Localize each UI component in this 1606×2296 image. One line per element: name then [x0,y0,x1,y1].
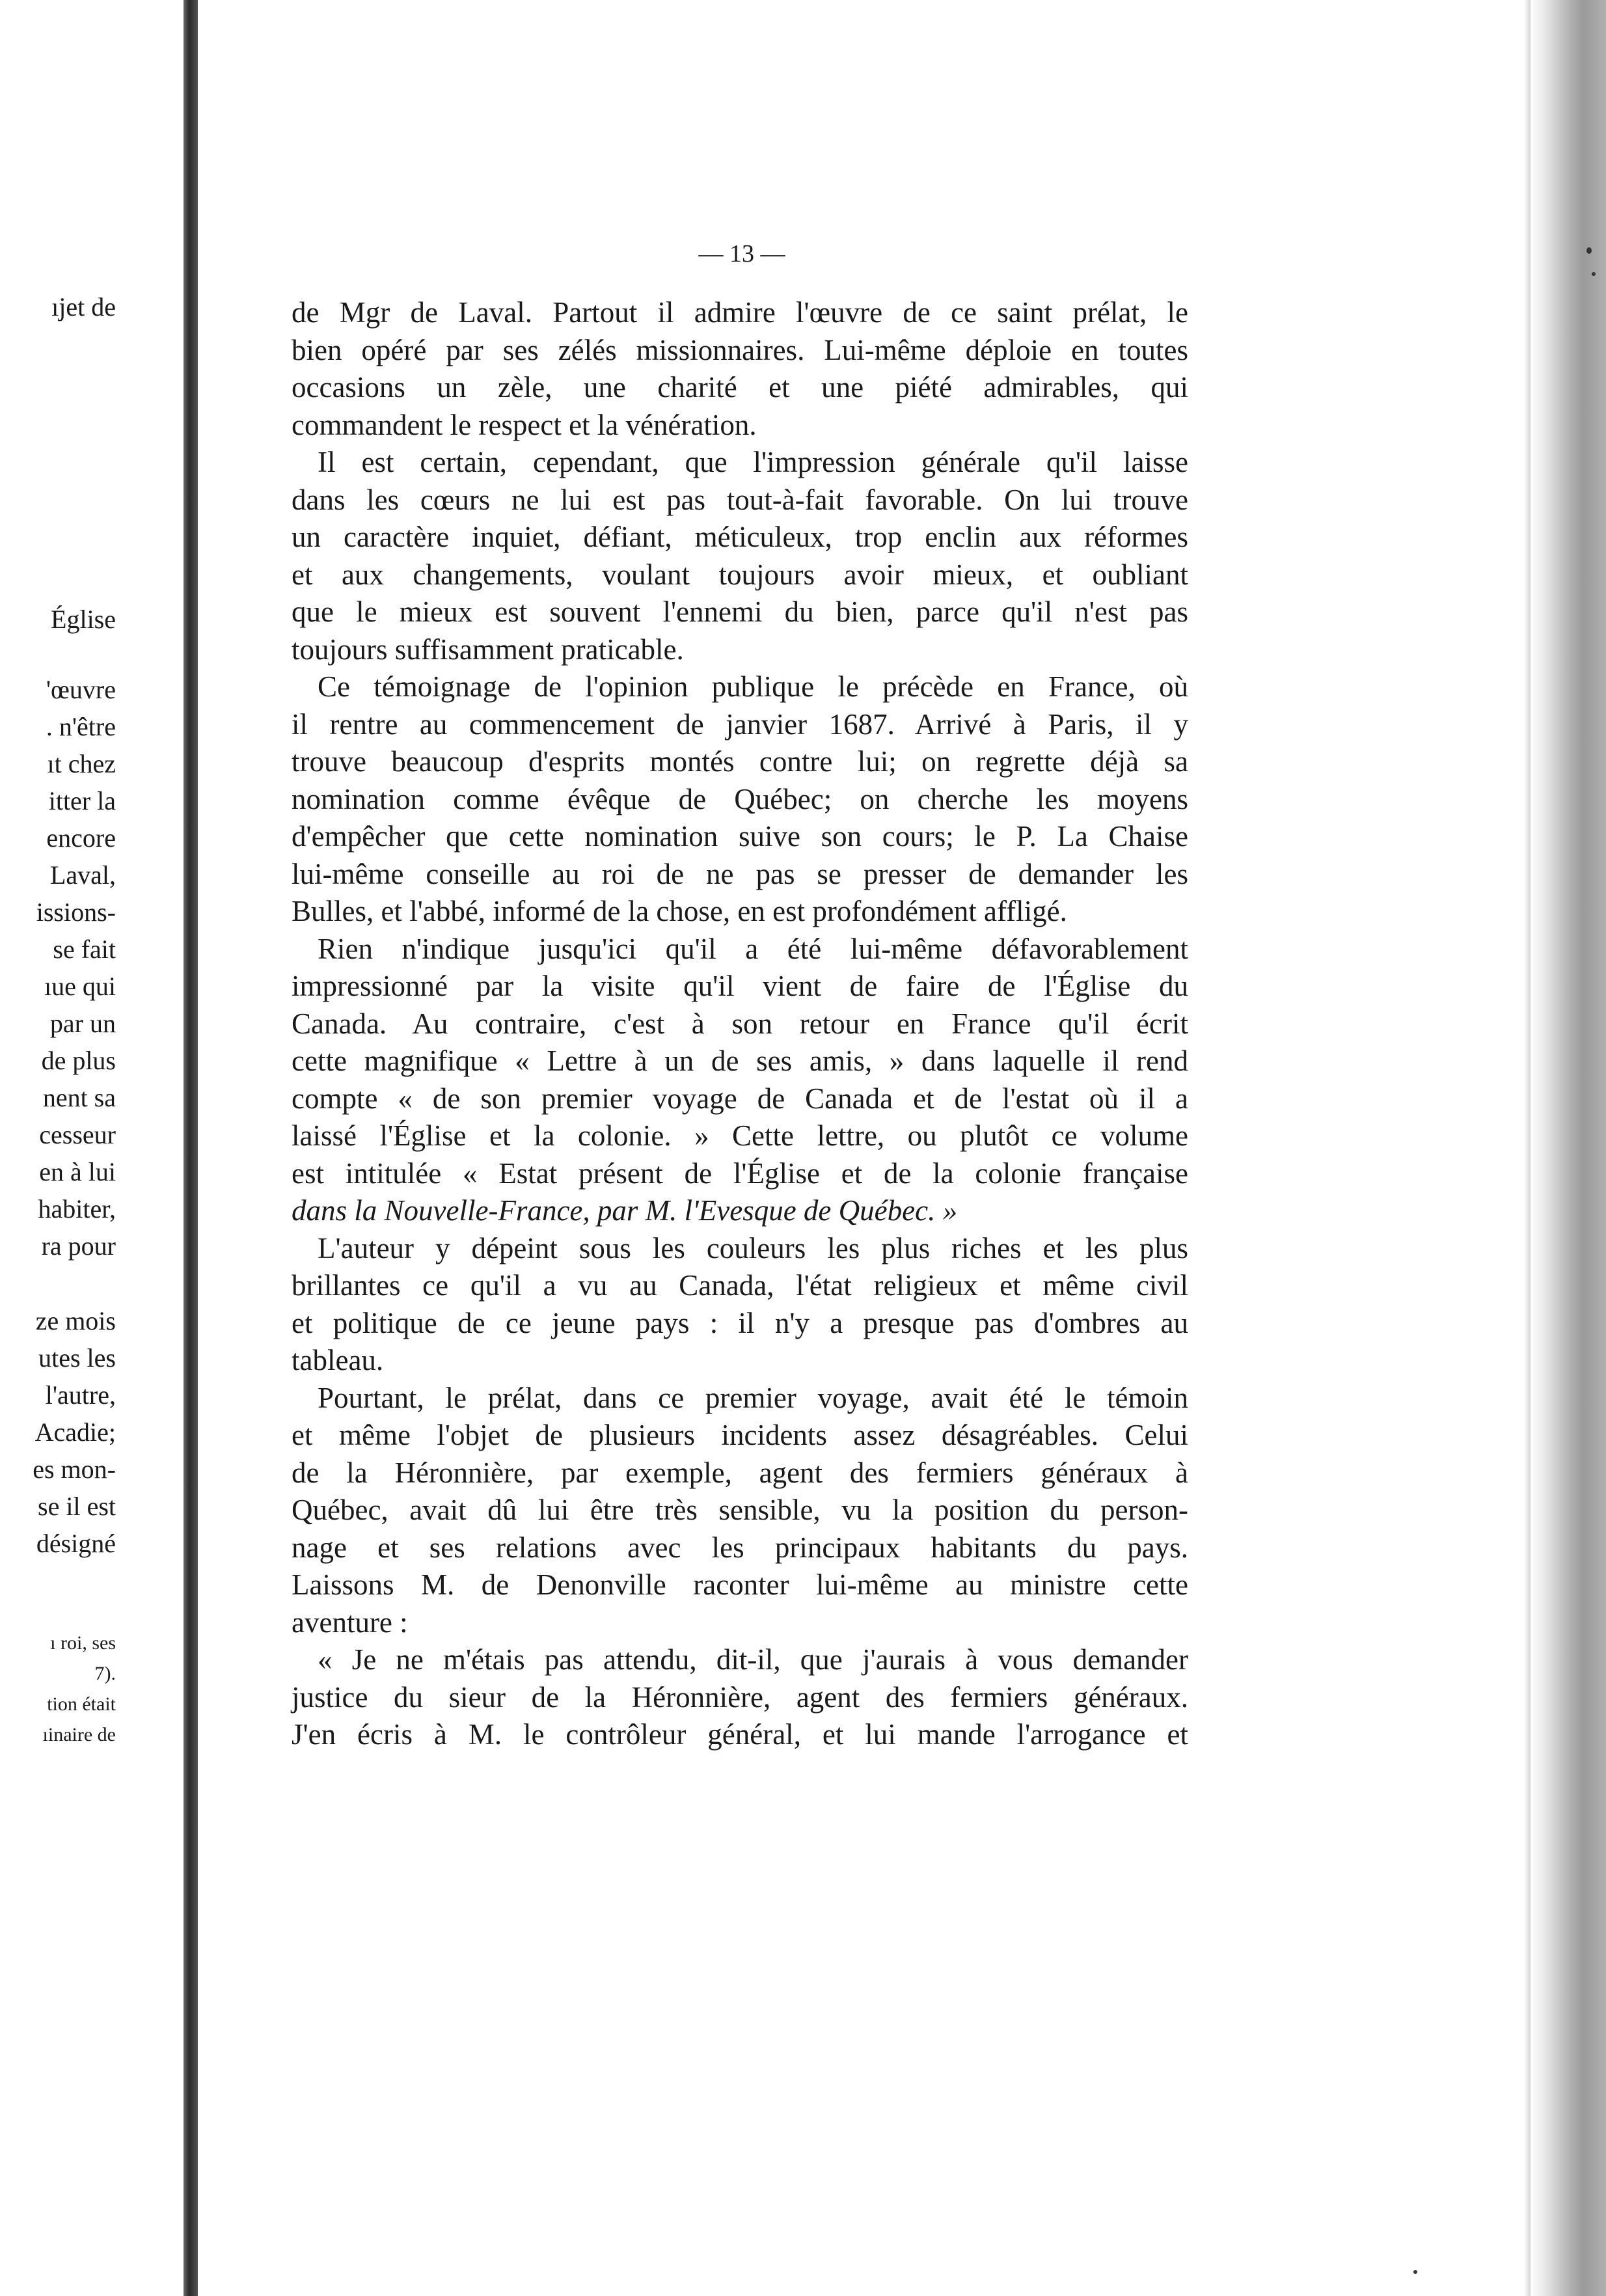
scan-speck [1586,247,1592,254]
left-page-fragment [0,0,184,2296]
text-line: dans les cœurs ne lui est pas tout-à-fait favorable. On lui trouve [292,483,1188,516]
text-line: que le mieux est souvent l'ennemi du bien, parce qu'il n'est pas [292,595,1188,628]
left-page-text-fragment: désigné [36,1529,116,1558]
left-page-footnote-fragment: ı roi, ses [50,1632,116,1654]
text-line: « Je ne m'étais pas attendu, dit-il, que j'aurais à vous demander [318,1643,1188,1676]
text-line: et aux changements, voulant toujours avoir mieux, et oubliant [292,558,1188,591]
text-line: brillantes ce qu'il a vu au Canada, l'état religieux et même civil [292,1269,1188,1302]
left-page-text-fragment: ıt chez [47,749,116,778]
text-line: L'auteur y dépeint sous les couleurs les plus riches et les plus [318,1231,1188,1264]
text-line: et politique de ce jeune pays : il n'y a presque pas d'ombres au [292,1306,1188,1339]
scan-speck [1413,2270,1417,2274]
text-line: occasions un zèle, une charité et une piété admirables, qui [292,371,1188,403]
left-page-text-fragment: Acadie; [34,1417,116,1447]
body-text [292,294,1188,1754]
text-line: aventure : [292,1606,408,1639]
left-page-footnote-fragment: tion était [47,1693,116,1715]
left-page-text-fragment: Laval, [49,860,116,890]
text-line: et même l'objet de plusieurs incidents assez désagréables. Celui [292,1419,1188,1451]
left-page-text-fragment: issions- [36,897,116,927]
left-page-text-fragment: habiter, [38,1194,116,1223]
text-line: Québec, avait dû lui être très sensible, vu la position du person- [292,1494,1188,1526]
left-page-text-fragment: ıue qui [44,972,116,1001]
left-page-footnote-fragment: 7). [94,1663,116,1684]
text-line: cette magnifique « Lettre à un de ses amis, » dans laquelle il rend [292,1045,1188,1077]
text-line: Bulles, et l'abbé, informé de la chose, en est profondément affligé. [292,895,1067,927]
left-page-text-fragment: encore [46,823,116,853]
text-line: Pourtant, le prélat, dans ce premier voyage, avait été le témoin [318,1381,1188,1414]
left-page-text-fragment: nent sa [42,1083,116,1112]
left-page-text-fragment: cesseur [39,1120,116,1149]
text-line: laissé l'Église et la colonie. » Cette lettre, ou plutôt ce volume [292,1119,1188,1152]
page-edge-highlight [1524,0,1531,2296]
text-line: nomination comme évêque de Québec; on cherche les moyens [292,782,1188,815]
left-page-text-fragment: 'œuvre [46,675,116,704]
text-line: Rien n'indique jusqu'ici qu'il a été lui-même défavorablement [318,932,1188,965]
text-line: lui-même conseille au roi de ne pas se presser de demander les [292,857,1188,890]
text-line: compte « de son premier voyage de Canada et de l'estat où il a [292,1082,1188,1115]
text-line: nage et ses relations avec les principaux habitants du pays. [292,1531,1188,1564]
left-page-text-fragment: itter la [48,786,116,815]
text-line: Ce témoignage de l'opinion publique le précède en France, où [318,670,1188,703]
text-line: est intitulée « Estat présent de l'Église et de la colonie française [292,1156,1188,1190]
text-line: commandent le respect et la vénération. [292,408,757,441]
text-line: toujours suffisamment praticable. [292,633,684,666]
left-page-text-fragment: par un [49,1009,116,1038]
left-page-text-fragment: se fait [53,935,116,964]
scan-speck [1592,272,1596,276]
left-page-text-fragment: en à lui [39,1157,116,1186]
left-page-text-fragment: ze mois [35,1306,116,1335]
left-page-text-fragment: utes les [38,1343,116,1373]
left-page-text-fragment: se il est [38,1492,116,1521]
text-line: tableau. [292,1344,384,1376]
text-line: bien opéré par ses zélés missionnaires. Lui-même déploie en toutes [292,333,1188,366]
text-line: Canada. Au contraire, c'est à son retour en France qu'il écrit [292,1007,1188,1040]
text-line: il rentre au commencement de janvier 1687. Arrivé à Paris, il y [292,707,1188,741]
text-line: justice du sieur de la Héronnière, agent des fermiers généraux. [292,1680,1188,1714]
text-line: un caractère inquiet, défiant, méticuleux, trop enclin aux réformes [292,521,1188,553]
left-page-text-fragment: ıjet de [51,292,116,321]
text-line: de Mgr de Laval. Partout il admire l'œuvre de ce saint prélat, le [292,296,1188,329]
left-page-text-fragment: Église [51,605,116,634]
left-page-text-fragment: de plus [41,1046,116,1075]
text-line: d'empêcher que cette nomination suive son cours; le P. La Chaise [292,820,1188,853]
text-line: Laissons M. de Denonville raconter lui-même au ministre cette [292,1568,1188,1601]
text-line: Il est certain, cependant, que l'impression générale qu'il laisse [318,446,1188,478]
text-line: de la Héronnière, par exemple, agent des fermiers généraux à [292,1456,1188,1489]
book-binding-shadow [184,0,198,2296]
page-number: — 13 — [698,240,785,267]
left-page-footnote-fragment: ıinaire de [42,1724,116,1745]
left-page-text-fragment: es mon- [33,1455,116,1484]
text-line: impressionné par la visite qu'il vient de faire de l'Église du [292,970,1188,1002]
text-line: J'en écris à M. le contrôleur général, et lui mande l'arrogance et [292,1718,1188,1751]
left-page-text-fragment: l'autre, [45,1380,116,1410]
left-page-text-fragment: . n'être [46,712,116,741]
left-page-text-fragment: ra pour [41,1231,116,1261]
text-line: trouve beaucoup d'esprits montés contre lui; on regrette déjà sa [292,745,1188,778]
text-line: dans la Nouvelle-France, par M. l'Evesque de Québec. » [292,1194,958,1227]
right-page-edge-shadow [1531,0,1606,2296]
